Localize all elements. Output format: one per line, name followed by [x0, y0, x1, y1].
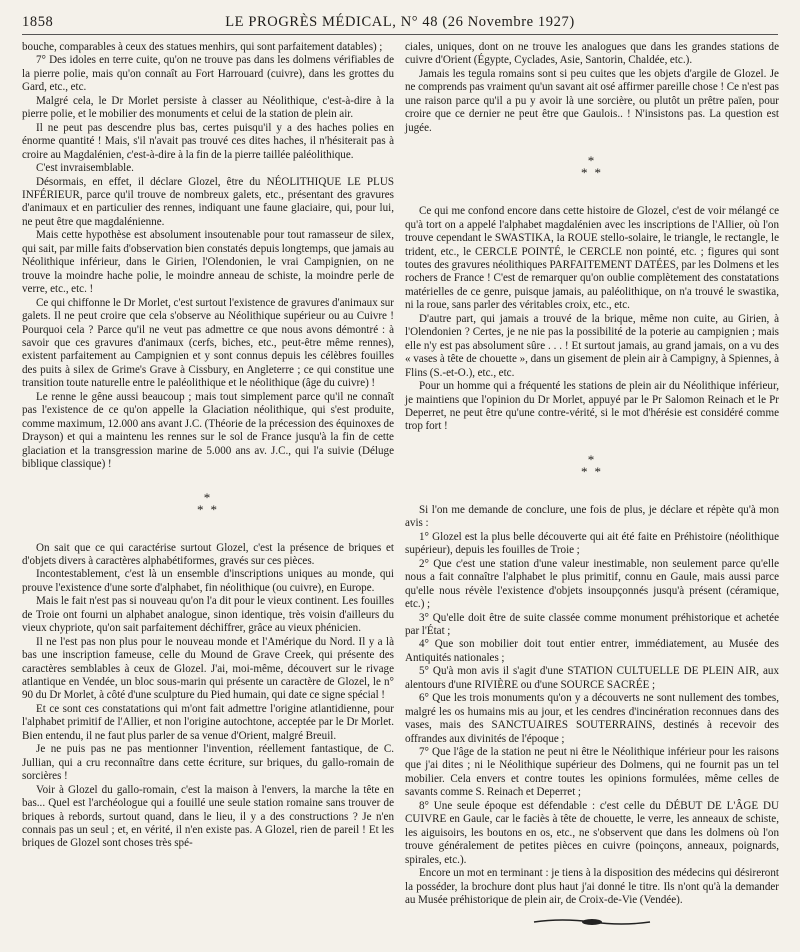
page-number: 1858: [22, 14, 54, 30]
paragraph: 4° Que son mobilier doit tout entier entrer, immédiatement, au Musée des Antiquités nationales ;: [405, 638, 779, 664]
paragraph: 7° Des idoles en terre cuite, qu'on ne trouve pas dans les dolmens vérifiables de la pierre polie, mais qu'on connaît au Fort Harrouard (cuivre), dans les grottes du Gard, etc., etc.: [22, 54, 394, 94]
paragraph: bouche, comparables à ceux des statues menhirs, qui sont parfaitement datables) ;: [22, 41, 383, 53]
paragraph: Jamais les tegula romains sont si peu cuites que les objets d'argile de Glozel. Je ne comprends pas vraiment qu'un savant ait osé affirmer pareille chose ! Ce n'est pas une raison parce qu'il a pu y avoir là une sorcière, ou plutôt un prêtre païen, pour croire que ce dernier ne peut être que Gaulois.. ! N'insistons pas. La question est jugée.: [405, 67, 779, 134]
paragraph: Il ne peut pas descendre plus bas, certes puisqu'il y a des haches polies en énorme quantité ! Mais, s'il n'avait pas trouvé ces dites haches, il n'hésiterait pas à croire au Magdalénien, c'est-à-dire à la fin de la pierre taillée paléolithique.: [22, 121, 394, 161]
section-separator-stars: * * *: [580, 153, 604, 181]
paragraph: Incontestablement, c'est là un ensemble d'inscriptions uniques au monde, qui prouve l'existence d'une sorte d'alphabet, fin néolithique (ou cuivre), en Europe.: [22, 568, 394, 594]
paragraph: C'est invraisemblable.: [36, 162, 134, 175]
paragraph: ciales, uniques, dont on ne trouve les analogues que dans les grandes stations de cuivre d'Orient (Égypte, Cyclades, Asie, Santorin, Chaldée, etc.).: [405, 41, 779, 67]
section-separator-stars: * * *: [196, 489, 220, 517]
paragraph: Et ce sont ces constatations qui m'ont fait admettre l'origine atlantidienne, pour l'alphabet primitif de l'Allier, et non l'origine autochtone, acceptée par le Dr Morlet. Bien entendu, il ne faut plus parler de sa venue d'Orient, malgré Breuil.: [22, 702, 394, 742]
paragraph: 6° Que les trois monuments qu'on y a découverts ne sont nullement des tombes, malgré les os humains mis au jour, et les cendres d'incinération reconnues dans des vases, mais des SANCTUAIRES SOUTERRAINS, destinés à recevoir des offrandes aux divinités de l'époque ;: [405, 692, 779, 745]
paragraph: On sait que ce qui caractérise surtout Glozel, c'est la présence de briques et d'objets divers à caractères alphabétiformes, gravés sur ces pièces.: [22, 541, 394, 567]
paragraph: Encore un mot en terminant : je tiens à la disposition des médecins qui désireront la posséder, la brochure dont plus haut j'ai donné le titre. Ils n'ont qu'à la demander au Musée préhistorique de plein air, de Croix-de-Vie (Vendée).: [405, 867, 779, 907]
paragraph: Si l'on me demande de conclure, une fois de plus, je déclare et répète qu'à mon avis :: [405, 503, 779, 530]
paragraph: Mais le fait n'est pas si nouveau qu'on l'a dit pour le vieux continent. Les fouilles de Troie ont fourni un alphabet analogue, sinon identique, très voisin d'ailleurs du vieux chypriote, qu'on sait parfaitement déchiffrer, grâce au vieux phénicien.: [22, 595, 394, 635]
paragraph: Mais cette hypothèse est absolument insoutenable pour tout ramasseur de silex, qui sait, par mille faits d'observation bien constatés depuis longtemps, que jamais au Néolithique inférieur, dans le Girien, l'Olendonien, le vrai Campignien, on ne trouve la moindre hache polie, le moindre anneau de schiste, la moindre perle de verre, etc., etc. !: [22, 229, 394, 296]
paragraph: Désormais, en effet, il déclare Glozel, être du NÉOLITHIQUE LE PLUS INFÉRIEUR, parce qu'il trouve de nombreux galets, etc., présentant des gravures d'animaux et en particulier des rennes, indiquant une faune glaciaire, qui, pour lui, ne peut être que magdalénienne.: [22, 175, 394, 228]
paragraph: 3° Qu'elle doit être de suite classée comme monument préhistorique et achetée par l'État ;: [405, 611, 779, 637]
paragraph: Malgré cela, le Dr Morlet persiste à classer au Néolithique, c'est-à-dire à la pierre polie, et le mobilier des monuments et celui de la station de plein air.: [22, 94, 394, 121]
page-header: [22, 12, 778, 35]
paragraph: Ce qui chiffonne le Dr Morlet, c'est surtout l'existence de gravures d'animaux sur galets. Il ne peut croire que cela s'observe au Néolithique supérieur ou au Cuivre ! Pourquoi cela ? Parce qu'il ne veut pas admettre ce que nous avons démontré : à savoir que ces gravures d'animaux (cerfs, biches, etc., peut-être même rennes), existent parfaitement au Campignien et y sont connus depuis les célèbres fouilles des puits à silex de Grime's Grave à Cissbury, en Angleterre ; ce qui constitue une transition toute naturelle entre le paléolithique et le néolithique (âge du cuivre) !: [22, 296, 394, 390]
paragraph: 7° Que l'âge de la station ne peut ni être le Néolithique inférieur pour les raisons que j'ai dites ; ni le Néolithique supérieur des Dolmens, qui ne fournit pas un tel mobilier. Cela envers et contre toutes les opinions formulées, même celles de savants comme S. Reinach et Deperret ;: [405, 746, 779, 799]
paragraph: Il ne l'est pas non plus pour le nouveau monde et l'Amérique du Nord. Il y a là bas une inscription fameuse, celle du Mound de Grave Creek, qui présente des caractères semblables à ceux de Glozel. J'ai, moi-même, découvert sur le rivage atlantique en Vendée, un bloc sous-marin qui présente un caractère de Glozel, le n° 90 du Dr Morlet, à côté d'une sculpture du Pied humain, qui date ce signe spécial !: [22, 635, 394, 702]
paragraph: Ce qui me confond encore dans cette histoire de Glozel, c'est de voir mélangé ce qu'à tort on a appelé l'alphabet magdalénien avec les inscriptions de l'Allier, où l'on trouve cependant le SWASTIKA, la ROUE stello-solaire, le triangle, le rectangle, le trident, etc., le CERCLE POINTÉ, le CERCLE non pointé, etc. ; figures qui sont toutes des gravures néolithiques PARFAITEMENT DATÉES, par les Dolmens et les rochers de France ! C'est de remarquer qu'on oublie complètement des constatations matérielles de ce genre, puisque jamais, au paléolithique, on n'a trouvé le swastika, ni la roue, sans parler des véritables croix, etc., etc.: [405, 205, 779, 312]
paragraph: D'autre part, qui jamais a trouvé de la brique, même non cuite, au Girien, à l'Olendonien ? Certes, je ne nie pas la possibilité de la poterie au campignien ; mais elle n'y est pas absolument sûre . . . ! Et surtout jamais, au grand jamais, on a vu des « vases à tête de chouette », dans un gisement de plein air à Campigny, à Spiennes, à Flins (S.-et-O.), etc., etc.: [405, 312, 779, 379]
paragraph: 5° Qu'à mon avis il s'agit d'une STATION CULTUELLE DE PLEIN AIR, aux alentours d'une RIVIÈRE ou d'une SOURCE SACRÉE ;: [405, 665, 779, 691]
end-ornament: [405, 917, 779, 931]
paragraph: Le renne le gêne aussi beaucoup ; mais tout simplement parce qu'il ne connaît pas l'existence de ce qu'on appelle la Glaciation néolithique, qui s'est produite, comme maximum, 12.000 ans avant J.C. (Théorie de la précession des équinoxes de Drayson) et qui a maintenu les rennes sur le sol de France jusqu'à la fin de cette glaciation et la transgression marine de 5.000 ans av. J.C., qui l'a suivie (Déluge biblique classique) !: [22, 390, 394, 471]
paragraph: Pour un homme qui a fréquenté les stations de plein air du Néolithique inférieur, je maintiens que l'opinion du Dr Morlet, appuyé par le Pr Salomon Reinach et le Pr Deperret, ne peut être qu'une contre-vérité, si le mot d'hérésie est considéré comme trop fort !: [405, 380, 779, 433]
left-column: [22, 41, 394, 851]
paragraph: 2° Que c'est une station d'une valeur inestimable, non seulement parce qu'elle nous a fait connaître l'alphabet le plus primitif, connu en Gaule, mais aussi parce qu'elle nous révèle l'existence d'objets insoupçonnés jusqu'à présent (céramique, etc.) ;: [405, 557, 779, 611]
running-title: LE PROGRÈS MÉDICAL, N° 48 (26 Novembre 1927): [225, 14, 575, 30]
paragraph: Je ne puis pas ne pas mentionner l'invention, réellement fantastique, de C. Jullian, qui a cru reconnaître dans cette écriture, sur briques, du gallo-romain de sorcières !: [22, 743, 394, 783]
paragraph: 8° Une seule époque est défendable : c'est celle du DÉBUT DE L'ÂGE DU CUIVRE en Gaule, car le faciès à tête de chouette, le verre, les anneaux de schiste, les aiguisoirs, les boutons en os, etc., ne s'observent que dans les dolmens où l'on trouve généralement de petites pièces en cuivre (poinçons, anneaux, poignards, spirales, etc.).: [405, 799, 779, 866]
paragraph: Voir à Glozel du gallo-romain, c'est la maison à l'envers, la marche la tête en bas... Quel est l'archéologue qui a fouillé une seule station romaine sans trouver de briques à rebords, surtout quand, dans le lieu, il y a des constructions ? Je n'en connais pas un seul ; et, en vérité, il n'en existe pas. A Glozel, rien de pareil ! Et les briques de Glozel sont choses très spé-: [22, 783, 394, 850]
section-separator-stars: * * *: [580, 451, 604, 479]
paragraph: 1° Glozel est la plus belle découverte qui ait été faite en Préhistoire (néolithique supérieur), depuis les fouilles de Troie ;: [405, 530, 779, 557]
right-column: [405, 41, 779, 932]
